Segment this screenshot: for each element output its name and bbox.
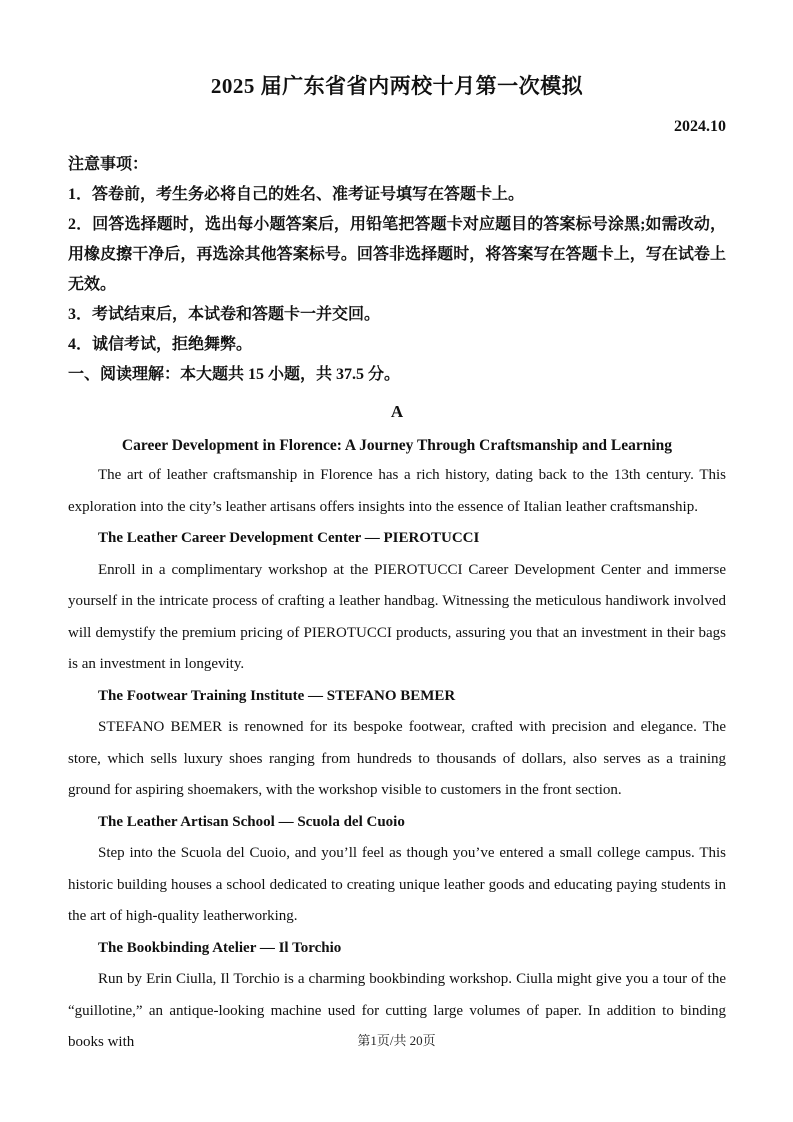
exam-date: 2024.10 [674,118,726,135]
passage-section-paragraph: Enroll in a complimentary workshop at the PIEROTUCCI Career Development Center and immerse yourself in the intricate process of crafting a leather handbag. Witnessing the meticulous handiwork involved will demystify the premium pricing of PIEROTUCCI products, assuring you that an investment in their bags is an investment in longevity. [68,561,726,672]
passage-section-heading: The Leather Career Development Center — PIEROTUCCI [98,530,480,546]
passage-section-paragraph: STEFANO BEMER is renowned for its bespoke footwear, crafted with precision and elegance. The store, which sells luxury shoes ranging from hundreds to thousands of dollars, also serves as a training ground for aspiring shoemakers, with the workshop visible to customers in the front section. [68,719,726,798]
passage-label: A [390,402,404,421]
passage-section-stefano-bemer [68,681,726,807]
notice-item-4: 4．诚信考试，拒绝舞弊。 [68,336,253,353]
exam-title: 2025 届广东省省内两校十月第一次模拟 [210,74,584,98]
passage-section-pierotucci [68,523,726,681]
notice-block [68,150,726,390]
notice-heading: 注意事项： [68,156,149,173]
passage-intro-paragraph: The art of leather craftsmanship in Florence has a rich history, dating back to the 13th century. This exploration into the city’s leather artisans offers insights into the essence of Italian leather craftsmanship. [68,467,726,515]
passage-section-heading: The Leather Artisan School — Scuola del Cuoio [98,813,405,830]
passage-section-paragraph: Run by Erin Ciulla, Il Torchio is a charming bookbinding workshop. Ciulla might give you a tour of the “guillotine,” an antique-looking machine used for cutting large volumes of paper. In addition to binding books with [68,971,726,1050]
section-header-reading: 一、阅读理解：本大题共 15 小题，共 37.5 分。 [68,366,401,383]
page-number-footer: 第1页/共 20页 [357,1033,436,1048]
passage-title: Career Development in Florence: A Journey Through Craftsmanship and Learning [121,437,673,454]
notice-item-2: 2．回答选择题时，选出每小题答案后，用铅笔把答题卡对应题目的答案标号涂黑;如需改动，用橡皮擦干净后，再选涂其他答案标号。回答非选择题时，将答案写在答题卡上，写在试卷上无效。 [68,216,726,293]
passage-section-scuola-del-cuoio [68,807,726,933]
notice-item-1: 1．答卷前，考生务必将自己的姓名、准考证号填写在答题卡上。 [68,186,525,203]
passage-section-heading: The Footwear Training Institute — STEFANO BEMER [98,687,456,704]
passage-section-paragraph: Step into the Scuola del Cuoio, and you’ll feel as though you’ve entered a small college campus. This historic building houses a school dedicated to creating unique leather goods and educating paying students in the art of high-quality leatherworking. [68,845,726,924]
notice-item-3: 3．考试结束后，本试卷和答题卡一并交回。 [68,306,381,323]
passage-section-heading: The Bookbinding Atelier — Il Torchio [98,939,342,956]
